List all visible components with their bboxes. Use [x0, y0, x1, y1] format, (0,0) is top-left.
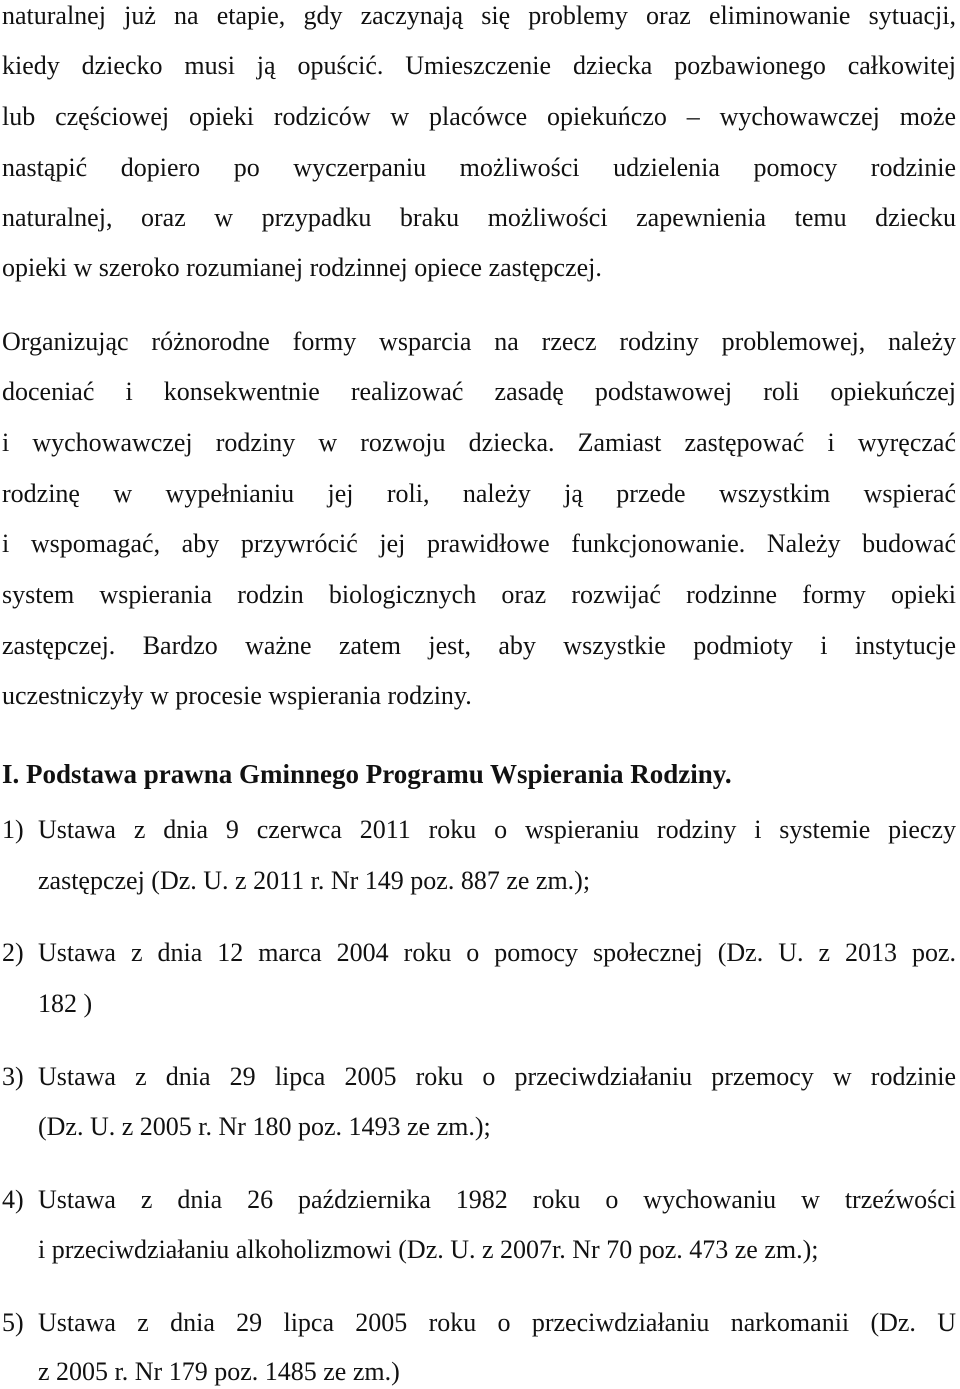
paragraph-line: uczestniczyły w procesie wspierania rodziny. — [2, 681, 472, 710]
paragraph-line: doceniać i konsekwentnie realizować zasadę podstawowej roli opiekuńczej — [2, 377, 956, 406]
list-item-text: z 2005 r. Nr 179 poz. 1485 ze zm.) — [38, 1357, 400, 1386]
section-heading: I. Podstawa prawna Gminnego Programu Wspierania Rodziny. — [2, 759, 732, 789]
paragraph-line: zastępczej. Bardzo ważne zatem jest, aby wszystkie podmioty i instytucje — [2, 631, 956, 660]
list-item-text: Ustawa z dnia 29 lipca 2005 roku o przeciwdziałaniu narkomanii (Dz. U — [38, 1308, 956, 1337]
list-item-text: i przeciwdziałaniu alkoholizmowi (Dz. U. z 2007r. Nr 70 poz. 473 ze zm.); — [38, 1235, 819, 1264]
paragraph-line: naturalnej już na etapie, gdy zaczynają się problemy oraz eliminowanie sytuacji, — [2, 1, 956, 30]
list-item-number: 1) — [2, 815, 24, 844]
paragraph-line: system wspierania rodzin biologicznych oraz rozwijać rodzinne formy opieki — [2, 580, 956, 609]
list-item-text: (Dz. U. z 2005 r. Nr 180 poz. 1493 ze zm.); — [38, 1112, 491, 1141]
list-item-text: Ustawa z dnia 26 października 1982 roku o wychowaniu w trzeźwości — [38, 1185, 956, 1214]
paragraph-line: opieki w szeroko rozumianej rodzinnej opiece zastępczej. — [2, 253, 602, 282]
paragraph-line: i wychowawczej rodziny w rozwoju dziecka. Zamiast zastępować i wyręczać — [2, 428, 956, 457]
paragraph-line: Organizując różnorodne formy wsparcia na rzecz rodziny problemowej, należy — [2, 327, 956, 356]
list-item-number: 2) — [2, 938, 24, 967]
list-item-text: 182 ) — [38, 989, 93, 1018]
list-item-number: 5) — [2, 1308, 24, 1337]
paragraph-line: lub częściowej opieki rodziców w placówce opiekuńczo – wychowawczej może — [2, 102, 956, 131]
paragraph-line: naturalnej, oraz w przypadku braku możliwości zapewnienia temu dziecku — [2, 203, 956, 232]
paragraph-line: nastąpić dopiero po wyczerpaniu możliwości udzielenia pomocy rodzinie — [2, 153, 956, 182]
list-item-number: 3) — [2, 1062, 24, 1091]
list-item-number: 4) — [2, 1185, 24, 1214]
list-item-text: Ustawa z dnia 9 czerwca 2011 roku o wspieraniu rodziny i systemie pieczy — [38, 815, 956, 844]
paragraph-line: rodzinę w wypełnianiu jej roli, należy ją przede wszystkim wspierać — [2, 479, 956, 508]
list-item-text: zastępczej (Dz. U. z 2011 r. Nr 149 poz. 887 ze zm.); — [38, 866, 591, 895]
list-item-text: Ustawa z dnia 12 marca 2004 roku o pomocy społecznej (Dz. U. z 2013 poz. — [38, 938, 956, 967]
paragraph-line: i wspomagać, aby przywrócić jej prawidłowe funkcjonowanie. Należy budować — [2, 529, 956, 558]
list-item-text: Ustawa z dnia 29 lipca 2005 roku o przeciwdziałaniu przemocy w rodzinie — [38, 1062, 956, 1091]
paragraph-line: kiedy dziecko musi ją opuścić. Umieszczenie dziecka pozbawionego całkowitej — [2, 51, 956, 80]
